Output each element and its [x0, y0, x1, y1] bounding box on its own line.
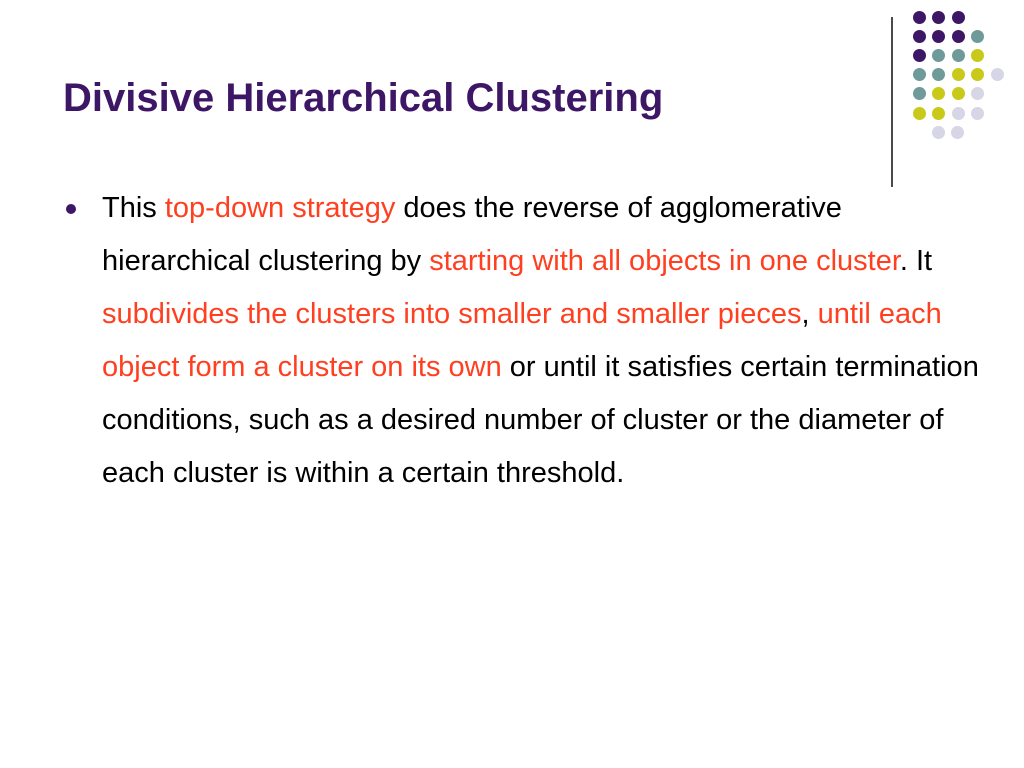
decorative-dot: [932, 11, 945, 24]
vertical-divider: [891, 17, 893, 187]
decorative-dot: [971, 30, 984, 43]
decorative-dot: [951, 126, 964, 139]
decorative-dot: [971, 107, 984, 120]
bullet-segment: does the reverse of agglomerative hierarchical clustering by: [102, 192, 842, 277]
decorative-dot: [913, 87, 926, 100]
bullet-segment: ,: [801, 298, 818, 330]
slide-title: Divisive Hierarchical Clustering: [63, 76, 664, 120]
bullet-item: [62, 182, 982, 500]
decorative-dot: [913, 107, 926, 120]
decorative-dot: [913, 11, 926, 24]
decorative-dot: [991, 68, 1004, 81]
bullet-text: [102, 192, 979, 489]
decorative-dot: [932, 49, 945, 62]
decorative-dot: [913, 30, 926, 43]
decorative-dot: [932, 107, 945, 120]
decorative-dot: [932, 68, 945, 81]
decorative-dot: [952, 107, 965, 120]
decorative-dot: [952, 87, 965, 100]
decorative-dot: [952, 49, 965, 62]
bullet-highlight: top-down strategy: [164, 192, 396, 224]
bullet-segment: This: [102, 192, 165, 224]
decorative-dot: [971, 49, 984, 62]
decorative-dot: [971, 68, 984, 81]
bullet-highlight: until each object form a cluster on its own: [102, 298, 942, 383]
decorative-dot: [913, 49, 926, 62]
decorative-dot: [913, 68, 926, 81]
bullet-segment: or until it satisfies certain termination conditions, such as a desired number of cluster or the diameter of each cluster is within a certain threshold.: [102, 351, 979, 489]
bullet-highlight: starting with all objects in one cluster: [429, 245, 900, 277]
decorative-dot: [952, 30, 965, 43]
decorative-dot: [932, 30, 945, 43]
decorative-dot: [932, 126, 945, 139]
bullet-highlight: subdivides the clusters into smaller and smaller pieces: [102, 298, 802, 330]
decorative-dot: [971, 87, 984, 100]
bullet-list: [62, 182, 982, 500]
bullet-icon: [66, 204, 76, 214]
bullet-segment: . It: [899, 245, 933, 277]
decorative-dot: [952, 11, 965, 24]
decorative-dot: [932, 87, 945, 100]
decorative-dot: [952, 68, 965, 81]
